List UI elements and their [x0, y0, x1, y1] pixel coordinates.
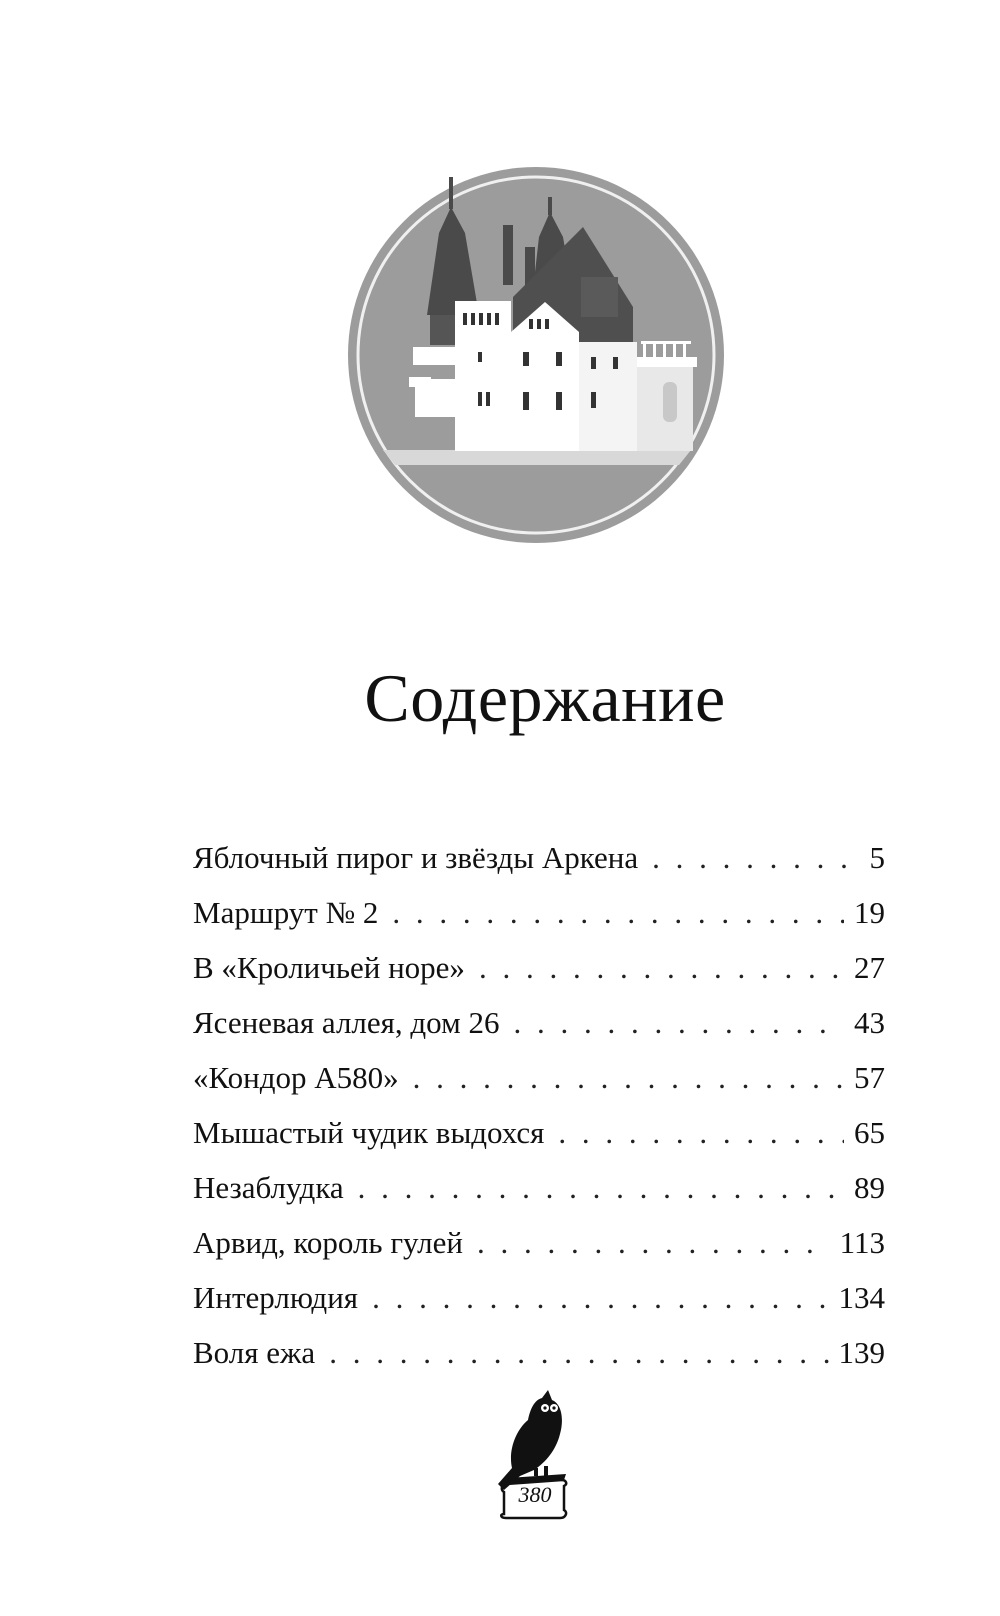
toc-dot-leader: [477, 1215, 830, 1270]
toc-entry: [193, 1215, 885, 1270]
toc-entry-title: Арвид, король гулей: [193, 1225, 463, 1260]
toc-entry: [193, 940, 885, 995]
toc-entry-page: 65: [854, 1115, 885, 1150]
toc-dot-leader: [358, 1160, 844, 1215]
toc-entry: [193, 830, 885, 885]
toc-dot-leader: [479, 940, 844, 995]
toc-entry-page: 139: [838, 1335, 885, 1370]
toc-entry: [193, 885, 885, 940]
toc-entry-page: 19: [854, 895, 885, 930]
toc-dot-leader: [558, 1105, 844, 1160]
toc-entry-title: В «Кроличьей норе»: [193, 950, 465, 985]
toc-dot-leader: [372, 1270, 828, 1325]
toc-entry-title: «Кондор А580»: [193, 1060, 399, 1095]
toc-entry-page: 27: [854, 950, 885, 985]
toc-entry-title: Незаблудка: [193, 1170, 344, 1205]
toc-entry-title: Маршрут № 2: [193, 895, 379, 930]
toc-entry-title: Мышастый чудик выдохся: [193, 1115, 545, 1150]
toc-dot-leader: [513, 995, 844, 1050]
toc-entry: [193, 1050, 885, 1105]
toc-entry-title: Воля ежа: [193, 1335, 316, 1370]
toc-entry-page: 113: [839, 1225, 885, 1260]
toc-entry-page: 134: [838, 1280, 885, 1315]
toc-entry: [193, 995, 885, 1050]
toc-dot-leader: [652, 830, 859, 885]
toc-dot-leader: [413, 1050, 844, 1105]
table-of-contents: [193, 830, 885, 1380]
toc-dot-leader: [329, 1325, 828, 1380]
toc-entry-page: 5: [869, 840, 885, 875]
toc-entry-title: Яблочный пирог и звёзды Аркена: [193, 840, 639, 875]
toc-entry: [193, 1325, 885, 1380]
toc-entry-page: 89: [854, 1170, 885, 1205]
publisher-number: 380: [518, 1482, 552, 1507]
toc-entry-page: 57: [854, 1060, 885, 1095]
toc-dot-leader: [392, 885, 844, 940]
toc-entry-page: 43: [854, 1005, 885, 1040]
toc-entry: [193, 1270, 885, 1325]
toc-entry: [193, 1105, 885, 1160]
toc-entry: [193, 1160, 885, 1215]
page-title: Содержание: [364, 660, 726, 736]
toc-entry-title: Интерлюдия: [193, 1280, 359, 1315]
toc-entry-title: Ясеневая аллея, дом 26: [193, 1005, 500, 1040]
mansion-emblem: [343, 167, 730, 544]
